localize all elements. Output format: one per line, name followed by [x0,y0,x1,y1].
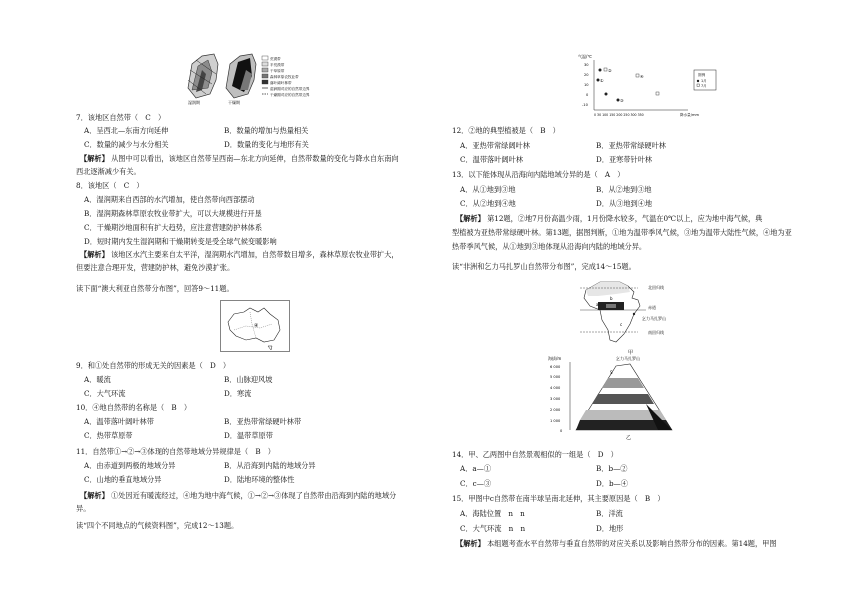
q13-analysis-text1: 第12题，②地7月份高温少雨，1月份降水较多，气温在0℃以上，应为地中海气候，典 [487,214,763,223]
q11-stem: 11．自然带①→②→③体现的自然带地域分异规律是（ B ） [76,447,275,456]
q15-option-b: B．洋流 [596,509,623,518]
mountain-ytick: 5 000 [550,375,561,379]
q11-option-c: C．山地的垂直地域分异 [84,475,162,484]
fig-label-wet: 湿润期 [188,100,200,105]
q11-option-d: D．陆地环境的整体性 [224,475,295,484]
climate-data-chart [576,52,736,118]
q13-stem: 13．以下能体现从沿海向内陆地域分异的是（ A ） [452,170,625,179]
figure-caption-jia: 甲 [628,350,634,356]
climate-xticks: 0 30 100 150 200 250 300 350 [594,113,644,117]
climate-point [656,92,659,95]
q9-option-c: C．大气环流 [84,389,126,398]
climate-point [636,74,639,77]
climate-ytick: 0 [586,93,589,97]
q13-analysis-label: 【解析】 [456,214,485,223]
q11-analysis-line1 [80,491,396,500]
q13-option-c: C．从②地到④地 [460,199,516,208]
intro-9-11: 读下面“澳大利亚自然带分布图”，回答9～11题。 [76,284,234,293]
legend-item: 森林草原农牧业带 [270,75,299,79]
climate-point [605,93,608,96]
intro-12-13: 读“四个不同地点的气候资料图”，完成12～13题。 [76,521,239,530]
point-label: ④ [640,74,644,79]
zone-marker: ④ [254,323,259,329]
climate-ytick: -10 [582,103,588,107]
q11-analysis-label: 【解析】 [80,491,109,500]
q15-analysis-text1: 本组题考查水平自然带与垂直自然带的对应关系以及影响自然带分布的因素。第14题，甲图 [487,539,777,548]
mountain-ylabel: 海拔/m [548,356,562,361]
left-column [70,0,470,608]
point-label: ① [600,78,604,83]
climate-point [599,69,602,72]
q12-option-c: C．温带落叶阔叶林 [460,155,524,164]
q13-option-b: B．从②地到③地 [596,185,652,194]
q7-analysis-line2: 西北逐渐减少有关。 [76,167,141,176]
legend-item: 半荒漠带 [270,63,285,67]
q8-stem: 8．该地区（ C ） [76,181,144,190]
q11-option-b: B．从沿海到内陆的地域分异 [224,461,316,470]
climate-ylabel: 气温/℃ [578,54,592,59]
q8-analysis-line2: 但要注意合理开发，营建防护林，避免沙漠扩张。 [76,263,235,272]
q8-option-a: A．湿润期来自西部的水汽增加，使自然带向西部摆动 [84,195,255,204]
q14-option-a: A．a—① [460,464,492,473]
fig-label-dry: 干燥期 [228,100,240,105]
climate-legend-title: 图例 [698,73,706,77]
q15-analysis-label: 【解析】 [456,539,485,548]
natural-zone-map-figure [182,50,330,106]
mountain-ytick: 0 [560,429,563,433]
q14-option-d: D．b—④ [596,479,628,488]
q8-option-b: B．湿润期森林草原农牧业带扩大，可以大规模进行开垦 [84,209,262,218]
climate-xlabel: 降水量/mm [680,113,699,117]
q7-analysis-text1: 从图中可以看出，该地区自然带呈西南—东北方向延伸，自然带数量的变化与降水自东南向 [111,154,399,163]
q8-option-c: C．干燥期沙地面积有扩大趋势，应注意营建防护林体系 [84,223,263,232]
mountain-ytick: 4 000 [550,386,561,390]
q15-option-d: D．地形 [596,524,624,533]
q10-option-b: B．亚热带常绿硬叶林带 [224,417,302,426]
q14-option-c: C．c—③ [460,479,492,488]
climate-ytick: 10 [584,83,589,87]
q10-stem: 10．④地自然带的名称是（ B ） [76,403,192,412]
q8-analysis-line1 [80,250,399,259]
q7-option-c: C．数量的减少与水分相关 [84,140,169,149]
mountain-ytick: 1 000 [550,419,561,423]
label-tropic-capricorn: 南回归线 [648,330,664,335]
point-label: ③ [620,98,624,103]
label-equator: 赤道 [648,305,656,310]
zone-label-b: b [610,296,613,301]
q8-analysis-text1: 该地区水汽主要来自太平洋，湿润期水汽增加，自然带数目增多，森林草原农牧业带扩大， [111,250,399,259]
q7-option-a: A．呈西北—东南方向延伸 [84,126,169,135]
mountain-ytick: 2 000 [550,408,561,412]
q11-analysis-text1: ①处因近有暖流经过，④地为地中海气候，①→②→③体现了自然带由沿海到内陆的地域分 [111,491,397,500]
africa-zone-map [576,276,688,360]
q11-analysis-line2: 异。 [76,504,91,513]
q12-option-b: B．亚热带常绿硬叶林 [596,141,666,150]
q7-option-b: B．数量的增加与热量相关 [224,126,309,135]
q9-option-d: D．寒流 [224,389,252,398]
q9-option-a: A．暖流 [84,375,111,384]
q14-stem: 14．甲、乙两图中自然景观相似的一组是（ D ） [452,450,618,459]
climate-legend-item: 1月 [701,79,707,83]
label-kilimanjaro: 乞力马扎罗山 [642,316,666,321]
climate-legend-item: 7月 [701,84,707,88]
q15-analysis-line1 [456,539,777,548]
climate-ytick: 30 [584,63,589,67]
zone-label-c: c [620,322,623,327]
mountain-ytick: 3 000 [550,397,561,401]
q9-stem: 9．和①处自然带的形成无关的因素是（ D ） [76,361,231,370]
mountain-ytick: 6 000 [550,365,561,369]
q8-option-d: D．短时期内发生湿润期和干燥期转变是受全球气候变暖影响 [84,237,277,246]
label-tropic-cancer: 北回归线 [648,285,664,290]
legend-item: 落叶阔叶林带 [270,81,292,85]
q11-option-a: A．由赤道到两极的地域分异 [84,461,176,470]
q7-analysis-label: 【解析】 [80,154,109,163]
q10-option-c: C．热带草原带 [84,431,133,440]
q13-option-a: A．从①地到③地 [460,185,516,194]
legend-item: 荒漠带 [270,57,281,61]
australia-zone-map [220,300,290,352]
q10-option-a: A．温带落叶阔叶林带 [84,417,154,426]
q12-stem: 12．②地的典型植被是（ B ） [452,126,560,135]
climate-ytick: 20 [584,73,589,77]
mountain-title: 乞力马扎罗山 [616,356,640,361]
q7-option-d: D．数量的变化与地形有关 [224,140,309,149]
q12-option-a: A．亚热带常绿阔叶林 [460,141,530,150]
q13-analysis-line3: 热带季风气候，从①地到③地体现从沿海向内陆的地域分异。 [452,242,647,251]
fig-legend [262,56,310,97]
climate-point [604,68,607,71]
legend-item: 干草原带 [270,69,285,73]
q8-analysis-label: 【解析】 [80,250,109,259]
q14-option-b: B．b—② [596,464,628,473]
legend-item: 湿润期对应的自然带边界 [270,87,310,91]
q15-option-c: C．大气环流 n n [460,524,526,533]
point-label: ② [608,68,612,73]
kilimanjaro-zone-diagram [546,356,696,440]
q12-option-d: D．亚寒带针叶林 [596,155,653,164]
q15-option-a: A．海陆位置 n n [460,509,525,518]
q13-option-d: D．从③地到④地 [596,199,653,208]
intro-14-15: 读“非洲和乞力马扎罗山自然带分布图”，完成14～15题。 [452,262,636,271]
legend-item: 干燥期对应的自然带边界 [270,93,310,97]
q10-option-d: D．温带草原带 [224,431,273,440]
q9-option-b: B．山脉迎风坡 [224,375,273,384]
q15-stem: 15．甲图中c自然带在南半球呈南北延伸，其主要原因是（ B ） [452,494,665,503]
q7-analysis-line1 [80,154,399,163]
right-column [450,0,850,608]
figure-caption-yi: 乙 [626,435,632,440]
q13-analysis-line2: 型植被为亚热带常绿硬叶林。第13题，据图判断，①地为温带季风气候，③地为温带大陆性气候，④地为亚 [452,228,792,237]
mountain-zone-s: S [610,370,613,375]
q13-analysis-line1 [456,214,762,223]
q7-stem: 7．该地区自然带（ C ） [76,113,166,122]
zone-label-a: a [596,302,599,307]
